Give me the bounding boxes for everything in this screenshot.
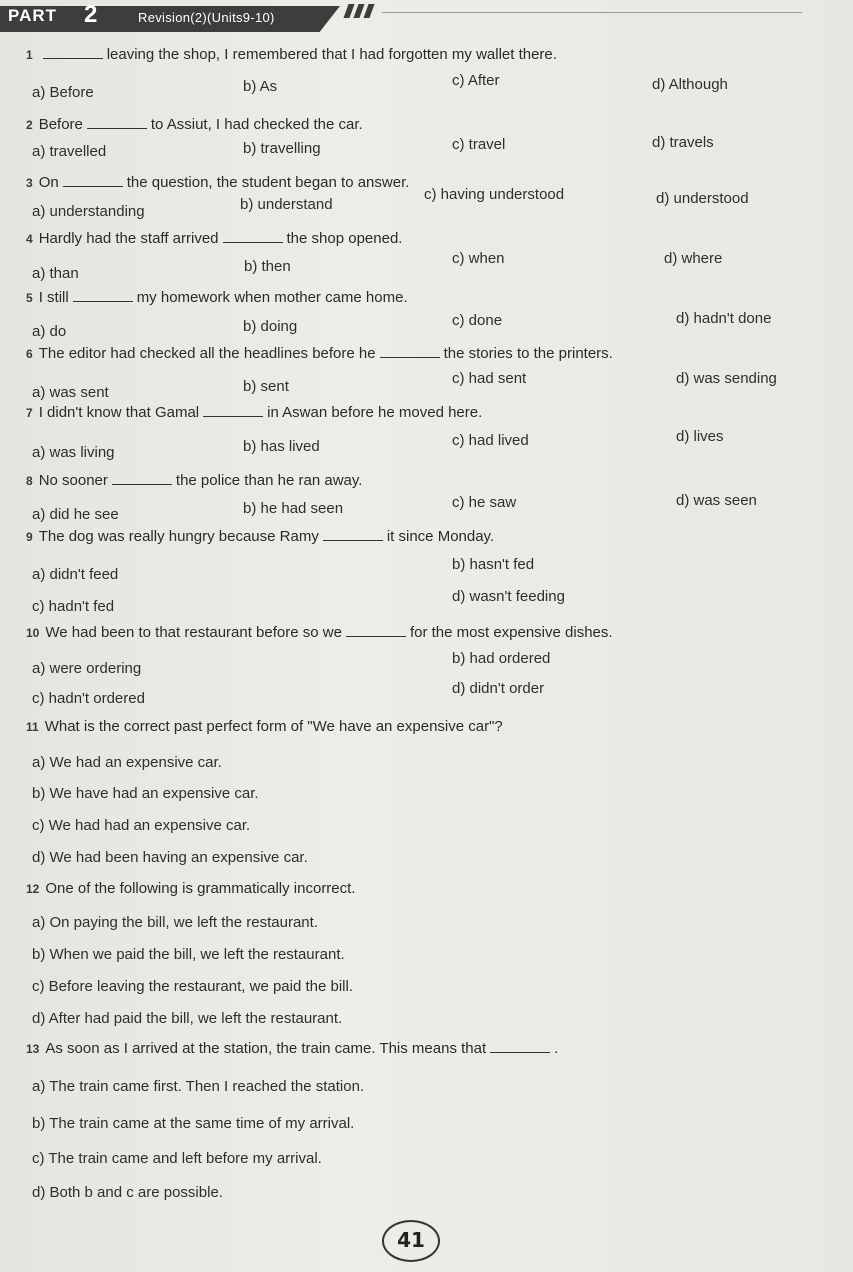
answer-blank[interactable] [380,357,440,358]
question-text-before: Before [38,116,83,133]
option-d[interactable]: d) was seen [676,492,757,509]
question-7 [26,404,482,422]
option-c[interactable]: c) he saw [452,494,517,511]
answer-blank[interactable] [203,416,263,417]
answer-blank[interactable] [112,484,172,485]
option-c[interactable]: c) travel [452,136,506,153]
question-text-after: the question, the student began to answer. [126,174,410,191]
option-b[interactable]: b) hasn't fed [452,556,535,573]
option-b[interactable]: b) When we paid the bill, we left the restaurant. [32,946,345,963]
question-number: 10 [26,626,40,640]
answer-blank[interactable] [223,242,283,243]
question-8 [26,472,362,490]
question-number: 7 [26,406,33,420]
question-number: 8 [26,474,33,488]
part-number: 2 [84,1,98,28]
question-text-before: As soon as I arrived at the station, the train came. This means that [45,1040,487,1057]
question-13 [26,1040,558,1058]
option-d[interactable]: d) didn't order [452,680,545,697]
question-number: 13 [26,1042,40,1056]
question-4 [26,230,402,248]
option-c[interactable]: c) We had had an expensive car. [32,817,251,834]
option-c[interactable]: c) when [452,250,505,267]
option-b[interactable]: b) he had seen [243,500,344,517]
answer-blank[interactable] [43,58,103,59]
option-b[interactable]: b) As [243,78,278,95]
part-label: PART [8,6,58,25]
page-header [0,0,853,40]
question-text-before: I still [38,289,69,306]
option-a[interactable]: a) didn't feed [32,566,119,583]
option-d[interactable]: d) Both b and c are possible. [32,1184,223,1201]
question-text-after: for the most expensive dishes. [409,624,613,641]
question-text-after: . [554,1040,559,1057]
question-text-before: We had been to that restaurant before so we [45,624,342,641]
answer-blank[interactable] [490,1052,550,1053]
option-a[interactable]: a) did he see [32,506,119,523]
option-a[interactable]: a) understanding [32,203,145,220]
question-number: 12 [26,882,40,896]
option-c[interactable]: c) having understood [424,186,565,203]
answer-blank[interactable] [346,636,406,637]
option-a[interactable]: a) were ordering [32,660,142,677]
question-text-after: it since Monday. [386,528,495,545]
question-9 [26,528,494,546]
option-d[interactable]: d) We had been having an expensive car. [32,849,308,866]
option-d[interactable]: d) wasn't feeding [452,588,565,605]
question-text-after: in Aswan before he moved here. [267,404,483,421]
option-b[interactable]: b) understand [240,196,333,213]
question-text-after: the shop opened. [286,230,403,247]
question-6 [26,345,613,363]
page-number: 41 [397,1228,425,1252]
option-b[interactable]: b) doing [243,318,298,335]
option-b[interactable]: b) The train came at the same time of my arrival. [32,1115,355,1132]
question-number: 6 [26,347,33,361]
question-5 [26,289,408,307]
option-a[interactable]: a) We had an expensive car. [32,754,222,771]
option-a[interactable]: a) The train came first. Then I reached the station. [32,1078,365,1095]
question-text-before: The dog was really hungry because Ramy [38,528,319,545]
option-b[interactable]: b) We have had an expensive car. [32,785,259,802]
option-a[interactable]: a) do [32,323,67,340]
option-c[interactable]: c) Before leaving the restaurant, we paid the bill. [32,978,354,995]
option-d[interactable]: d) After had paid the bill, we left the restaurant. [32,1010,343,1027]
option-c[interactable]: c) had lived [452,432,529,449]
question-text-after: to Assiut, I had checked the car. [150,116,363,133]
question-11 [26,718,503,736]
option-d[interactable]: d) travels [652,134,714,151]
question-text: What is the correct past perfect form of "We have an expensive car"? [44,718,503,735]
question-number: 11 [26,720,39,734]
answer-blank[interactable] [323,540,383,541]
question-number: 5 [26,291,33,305]
question-text-before: No sooner [38,472,108,489]
option-c[interactable]: c) hadn't ordered [32,690,145,707]
option-b[interactable]: b) then [244,258,291,275]
question-1 [26,46,557,64]
option-b[interactable]: b) sent [243,378,289,395]
question-text-after: leaving the shop, I remembered that I had forgotten my wallet there. [106,46,557,63]
answer-blank[interactable] [63,186,123,187]
option-a[interactable]: a) Before [32,84,94,101]
option-a[interactable]: a) was sent [32,384,109,401]
revision-label: Revision(2)(Units9-10) [138,10,275,25]
question-number: 1 [26,48,33,62]
option-b[interactable]: b) has lived [243,438,320,455]
option-c[interactable]: c) The train came and left before my arrival. [32,1150,322,1167]
question-text-after: the stories to the printers. [443,345,613,362]
answer-blank[interactable] [87,128,147,129]
option-d[interactable]: d) Although [652,76,728,93]
question-3 [26,174,409,192]
option-a[interactable]: a) On paying the bill, we left the restaurant. [32,914,318,931]
question-text-after: the police than he ran away. [175,472,363,489]
option-a[interactable]: a) travelled [32,143,107,160]
question-text-after: my homework when mother came home. [136,289,408,306]
question-number: 3 [26,176,33,190]
option-b[interactable]: b) had ordered [452,650,551,667]
question-12 [26,880,355,898]
question-text-before: I didn't know that Gamal [38,404,200,421]
option-b[interactable]: b) travelling [243,140,321,157]
question-text-before: On [38,174,59,191]
question-text: One of the following is grammatically incorrect. [45,880,356,897]
header-rule [382,12,802,13]
question-number: 2 [26,118,33,132]
question-number: 4 [26,232,33,246]
header-slash-decoration [363,4,374,18]
option-a[interactable]: a) was living [32,444,115,461]
option-d[interactable]: d) was sending [676,370,777,387]
option-c[interactable]: c) had sent [452,370,527,387]
option-a[interactable]: a) than [32,265,79,282]
option-c[interactable]: c) After [452,72,500,89]
question-2 [26,116,363,134]
question-10 [26,624,613,642]
option-d[interactable]: d) understood [656,190,749,207]
option-c[interactable]: c) done [452,312,503,329]
option-d[interactable]: d) lives [676,428,724,445]
question-text-before: The editor had checked all the headlines before he [38,345,376,362]
option-c[interactable]: c) hadn't fed [32,598,115,615]
option-d[interactable]: d) hadn't done [676,310,772,327]
option-d[interactable]: d) where [664,250,723,267]
question-text-before: Hardly had the staff arrived [38,230,219,247]
answer-blank[interactable] [73,301,133,302]
question-number: 9 [26,530,33,544]
